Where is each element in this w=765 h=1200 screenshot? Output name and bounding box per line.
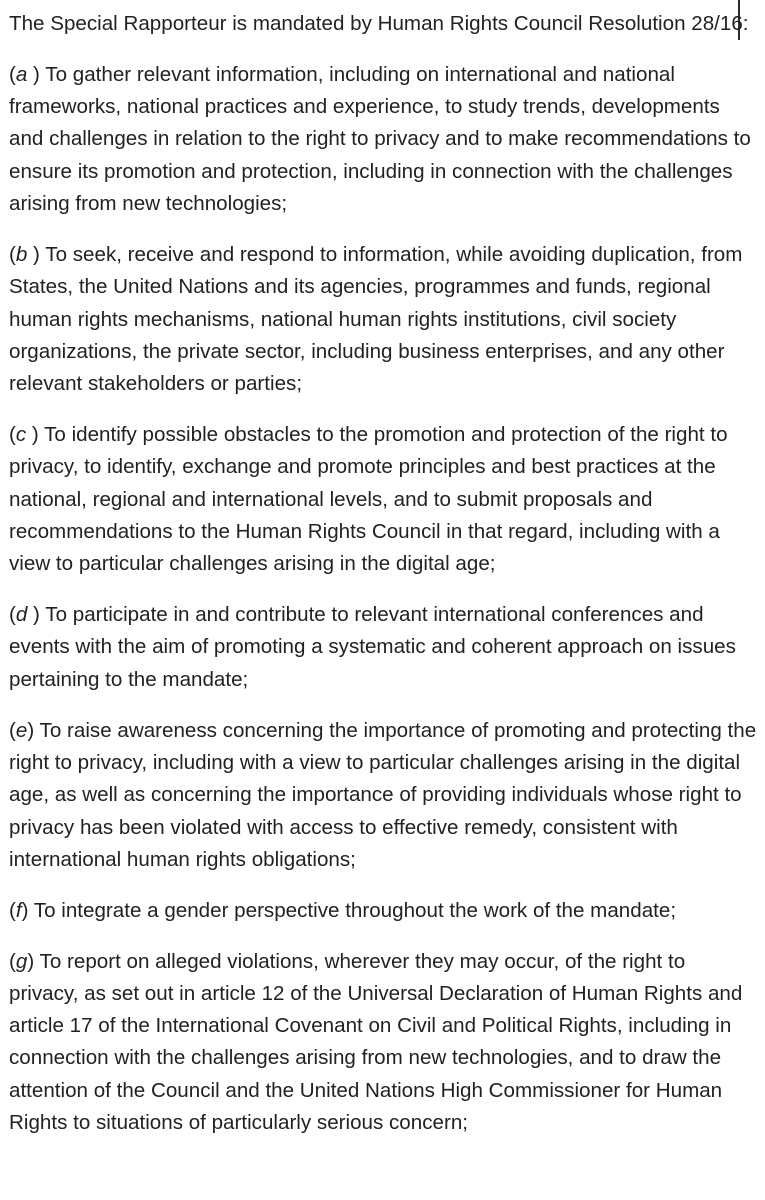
intro-paragraph: The Special Rapporteur is mandated by Human Rights Council Resolution 28/16: (9, 12, 749, 35)
list-item-e: (e) To raise awareness concerning the importance of promoting and protecting the right to privacy, including with a view to particular challenges arising in the digital age, as well as concerning the importance of providing individuals whose right to privacy has been violated with access to effective remedy, consistent with international human rights obligations; (9, 718, 757, 871)
list-item-c: (c ) To identify possible obstacles to the promotion and protection of the right to privacy, to identify, exchange and promote principles and best practices at the national, regional and international levels, and to submit proposals and recommendations to the Human Rights Council in that regard, including with a view to particular challenges arising in the digital age; (9, 423, 728, 576)
item-letter: b (15, 242, 28, 266)
list-item-b: (b ) To seek, receive and respond to information, while avoiding duplication, from States, the United Nations and its agencies, programmes and funds, regional human rights mechanisms, national human rights institutions, civil society organizations, the private sector, including business enterprises, and any other relevant stakeholders or parties; (9, 242, 743, 396)
item-letter: e (15, 718, 28, 742)
item-text: To identify possible obstacles to the promotion and protection of the right to privacy, to identify, exchange and promote principles and best practices at the national, regional and international levels, and to submit proposals and recommendations to the Human Rights Council in that regard, including with a view to particular challenges arising in the digital age; (9, 423, 728, 576)
item-text: To integrate a gender perspective throughout the work of the mandate; (28, 898, 677, 922)
item-close-paren: ) (27, 242, 40, 266)
document-body (9, 8, 759, 1158)
item-letter: g (15, 949, 28, 973)
list-item-d: (d ) To participate in and contribute to relevant international conferences and events with the aim of promoting a systematic and coherent approach on issues pertaining to the mandate; (9, 603, 736, 691)
item-close-paren: ) (27, 62, 40, 86)
item-text: To participate in and contribute to relevant international conferences and events with the aim of promoting a systematic and coherent approach on issues pertaining to the mandate; (9, 603, 736, 691)
item-letter: f (15, 898, 22, 922)
item-letter: c (15, 423, 27, 447)
item-close-paren: ) (27, 718, 35, 742)
item-close-paren: ) (21, 898, 29, 922)
item-close-paren: ) (27, 949, 35, 973)
item-close-paren: ) (27, 603, 40, 627)
list-item-g: (g) To report on alleged violations, wherever they may occur, of the right to privacy, as set out in article 12 of the Universal Declaration of Human Rights and article 17 of the International Covenant on Civil and Political Rights, including in connection with the challenges arising from new technologies, and to draw the attention of the Council and the United Nations High Commissioner for Human Rights to situations of particularly serious concern; (9, 949, 743, 1135)
list-item-a: (a ) To gather relevant information, including on international and national frameworks, national practices and experience, to study trends, developments and challenges in relation to the right to privacy and to make recommendations to ensure its promotion and protection, including in connection with the challenges arising from new technologies; (9, 62, 751, 216)
item-text: To gather relevant information, including on international and national frameworks, national practices and experience, to study trends, developments and challenges in relation to the right to privacy and to make recommendations to ensure its promotion and protection, including in connection with the challenges arising from new technologies; (9, 62, 751, 216)
item-letter: d (15, 603, 28, 627)
item-letter: a (15, 62, 28, 86)
item-text: To seek, receive and respond to information, while avoiding duplication, from States, the United Nations and its agencies, programmes and funds, regional human rights mechanisms, national human rights institutions, civil society organizations, the private sector, including business enterprises, and any other relevant stakeholders or parties; (9, 242, 743, 396)
item-close-paren: ) (26, 423, 39, 447)
item-text: To report on alleged violations, wherever they may occur, of the right to privacy, as set out in article 12 of the Universal Declaration of Human Rights and article 17 of the International Covenant on Civil and Political Rights, including in connection with the challenges arising from new technologies, and to draw the attention of the Council and the United Nations High Commissioner for Human Rights to situations of particularly serious concern; (9, 949, 743, 1135)
item-text: To raise awareness concerning the importance of promoting and protecting the right to privacy, including with a view to particular challenges arising in the digital age, as well as concerning the importance of providing individuals whose right to privacy has been violated with access to effective remedy, consistent with international human rights obligations; (9, 718, 757, 871)
list-item-f: (f) To integrate a gender perspective throughout the work of the mandate; (9, 898, 677, 922)
